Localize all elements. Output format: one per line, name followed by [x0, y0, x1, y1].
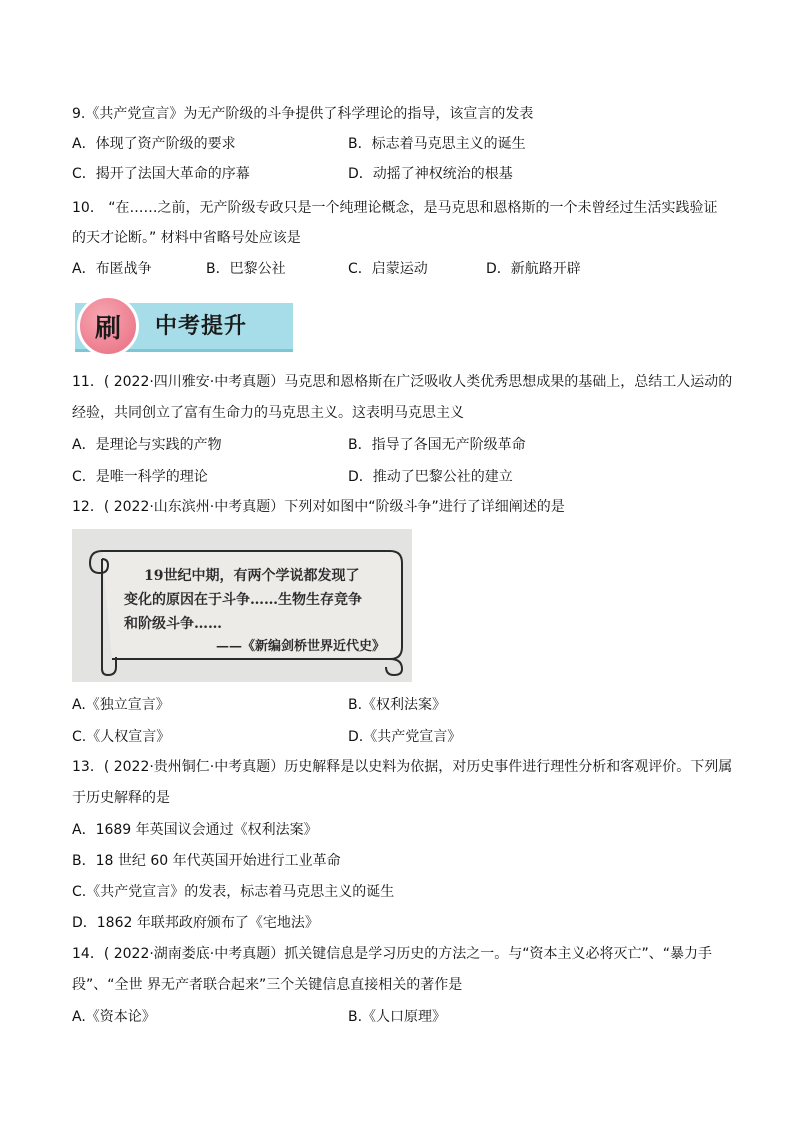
q12-option-a: A.《独立宣言》 — [72, 697, 170, 713]
q11-stem-line2: 经验，共同创立了富有生命力的马克思主义。这表明马克思主义 — [72, 405, 464, 421]
q10-option-b: B．巴黎公社 — [206, 261, 286, 277]
section-banner — [75, 295, 295, 357]
banner-badge: 刷 — [77, 295, 139, 357]
q13-option-b: B．18 世纪 60 年代英国开始进行工业革命 — [72, 853, 341, 869]
q10-stem-line2: 的天才论断。” 材料中省略号处应该是 — [72, 230, 301, 246]
q14-stem-line1: 14．( 2022·湖南娄底·中考真题）抓关键信息是学习历史的方法之一。与“资本主义必将灭亡”、“暴力手 — [72, 946, 713, 962]
q11-option-c: C．是唯一科学的理论 — [72, 469, 208, 485]
q13-stem-line1: 13．( 2022·贵州铜仁·中考真题）历史解释是以史料为依据，对历史事件进行理性分析和客观评价。下列属 — [72, 759, 733, 775]
q11-option-b: B．指导了各国无产阶级革命 — [348, 437, 526, 453]
q12-scroll-figure — [72, 529, 412, 682]
q13-stem-line2: 于历史解释的是 — [72, 790, 170, 806]
figure-line-3: 和阶级斗争…… — [124, 616, 222, 632]
q9-stem: 9.《共产党宣言》为无产阶级的斗争提供了科学理论的指导，该宣言的发表 — [72, 106, 534, 122]
q14-stem-line2: 段”、“全世 界无产者联合起来”三个关键信息直接相关的著作是 — [72, 977, 463, 993]
q9-option-c: C．揭开了法国大革命的序幕 — [72, 166, 250, 182]
q13-option-c: C.《共产党宣言》的发表，标志着马克思主义的诞生 — [72, 884, 395, 900]
q9-option-d: D．动摇了神权统治的根基 — [348, 166, 513, 182]
q9-option-b: B．标志着马克思主义的诞生 — [348, 136, 526, 152]
q11-option-a: A．是理论与实践的产物 — [72, 437, 222, 453]
q11-option-d: D．推动了巴黎公社的建立 — [348, 469, 513, 485]
q10-option-a: A．布匿战争 — [72, 261, 152, 277]
q12-option-c: C.《人权宣言》 — [72, 729, 171, 745]
figure-source: ——《新编剑桥世界近代史》 — [216, 639, 386, 654]
q12-option-b: B.《权利法案》 — [348, 697, 447, 713]
q10-stem-line1: 10． “在……之前，无产阶级专政只是一个纯理论概念，是马克思和恩格斯的一个未曾经过生活实践验证 — [72, 200, 718, 216]
q14-option-a: A.《资本论》 — [72, 1009, 156, 1025]
banner-title: 中考提升 — [155, 313, 248, 339]
q13-option-a: A．1689 年英国议会通过《权利法案》 — [72, 822, 318, 838]
q10-option-d: D．新航路开辟 — [486, 261, 581, 277]
figure-line-2: 变化的原因在于斗争……生物生存竞争 — [124, 592, 362, 608]
q14-option-b: B.《人口原理》 — [348, 1009, 447, 1025]
q12-option-d: D.《共产党宣言》 — [348, 729, 462, 745]
q11-stem-line1: 11．( 2022·四川雅安·中考真题）马克思和恩格斯在广泛吸收人类优秀思想成果的基础上，总结工人运动的 — [72, 374, 733, 390]
q9-option-a: A．体现了资产阶级的要求 — [72, 136, 236, 152]
q10-option-c: C．启蒙运动 — [348, 261, 428, 277]
q12-stem: 12．( 2022·山东滨州·中考真题）下列对如图中“阶级斗争”进行了详细阐述的是 — [72, 499, 565, 515]
figure-line-1: 19世纪中期，有两个学说都发现了 — [144, 568, 360, 584]
q13-option-d: D．1862 年联邦政府颁布了《宅地法》 — [72, 915, 319, 931]
